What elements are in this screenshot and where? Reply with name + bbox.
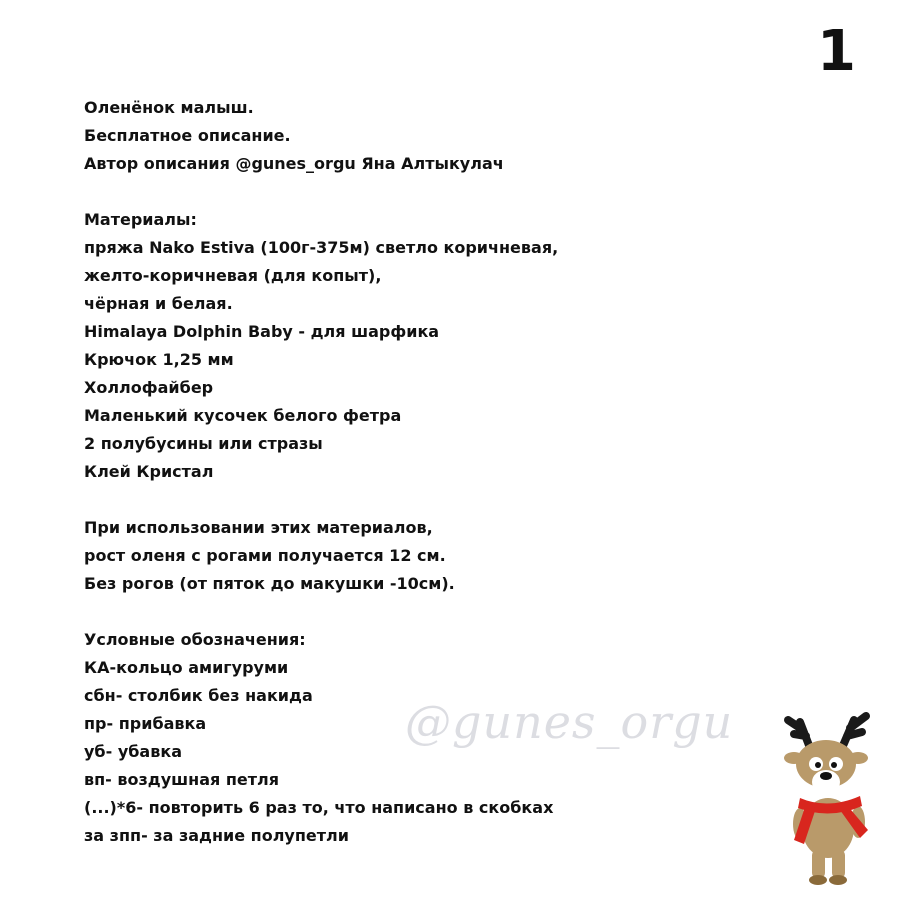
legend-item: уб- убавка bbox=[84, 742, 182, 761]
size-note-line: рост оленя с рогами получается 12 см. bbox=[84, 546, 446, 565]
size-note-line: Без рогов (от пяток до макушки -10см). bbox=[84, 574, 455, 593]
legend-item: (...)*6- повторить 6 раз то, что написано в скобках bbox=[84, 798, 554, 817]
crochet-deer-image bbox=[770, 700, 890, 890]
materials-item: Маленький кусочек белого фетра bbox=[84, 406, 402, 425]
materials-item: Крючок 1,25 мм bbox=[84, 350, 234, 369]
document-title: Оленёнок малыш. bbox=[84, 98, 254, 117]
materials-heading: Материалы: bbox=[84, 210, 197, 229]
materials-item: чёрная и белая. bbox=[84, 294, 233, 313]
watermark: @gunes_orgu bbox=[405, 695, 734, 749]
materials-item: желто-коричневая (для копыт), bbox=[84, 266, 382, 285]
size-note-line: При использовании этих материалов, bbox=[84, 518, 433, 537]
author-line: Автор описания @gunes_orgu Яна Алтыкулач bbox=[84, 154, 504, 173]
legend-item: КА-кольцо амигуруми bbox=[84, 658, 289, 677]
materials-item: Himalaya Dolphin Baby - для шарфика bbox=[84, 322, 440, 341]
legend-item: пр- прибавка bbox=[84, 714, 207, 733]
legend-item: сбн- столбик без накида bbox=[84, 686, 313, 705]
materials-item: 2 полубусины или стразы bbox=[84, 434, 323, 453]
legend-heading: Условные обозначения: bbox=[84, 630, 306, 649]
materials-item: Клей Кристал bbox=[84, 462, 214, 481]
materials-item: пряжа Nako Estiva (100г-375м) светло коричневая, bbox=[84, 238, 559, 257]
legend-item: вп- воздушная петля bbox=[84, 770, 280, 789]
legend-item: за зпп- за задние полупетли bbox=[84, 826, 349, 845]
document-subtitle: Бесплатное описание. bbox=[84, 126, 291, 145]
materials-item: Холлофайбер bbox=[84, 378, 214, 397]
page-number: 1 bbox=[817, 19, 856, 84]
